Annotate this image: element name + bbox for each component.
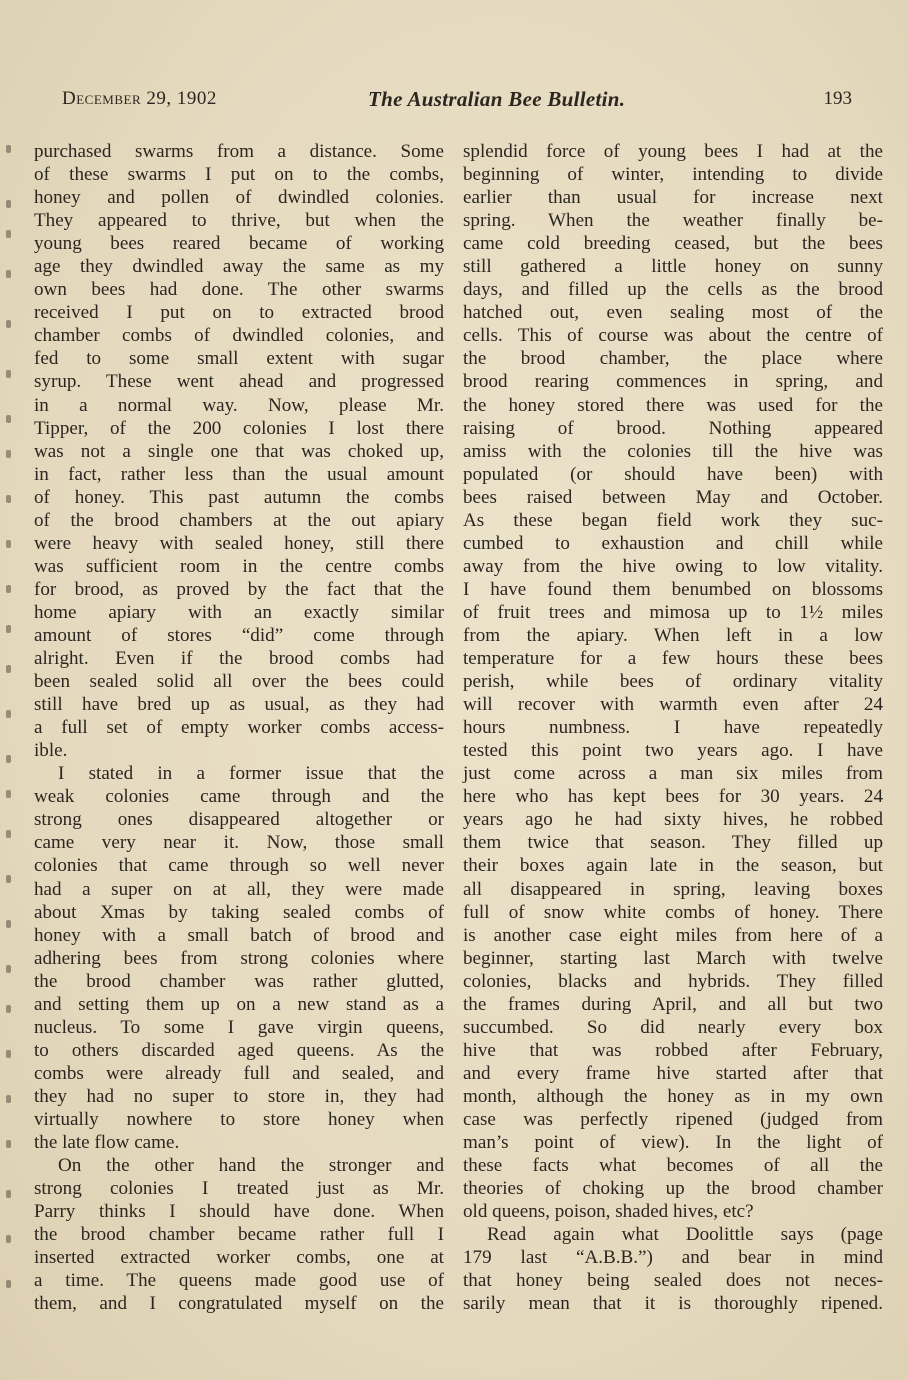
text-line: perish, while bees of ordinary vitality bbox=[463, 671, 883, 693]
text-line: case was perfectly ripened (judged from bbox=[463, 1108, 883, 1130]
text-line: sarily mean that it is thoroughly ripened. bbox=[463, 1293, 883, 1315]
text-line: strong ones disappeared altogether or bbox=[34, 809, 444, 831]
text-line: of fruit trees and mimosa up to 1½ miles bbox=[463, 601, 883, 623]
text-line: bees raised between May and October. bbox=[463, 486, 883, 508]
text-line: virtually nowhere to store honey when bbox=[34, 1108, 444, 1130]
text-line: them twice that season. They filled up bbox=[463, 832, 883, 854]
text-line: Parry thinks I should have done. When bbox=[34, 1201, 444, 1223]
text-line: to others discarded aged queens. As the bbox=[34, 1039, 444, 1061]
text-line: ible. bbox=[34, 740, 68, 762]
text-line: young bees reared became of working bbox=[34, 233, 444, 255]
left-text-column bbox=[34, 140, 444, 1315]
text-line: received I put on to extracted brood bbox=[34, 302, 444, 324]
margin-mark bbox=[6, 665, 11, 673]
margin-mark bbox=[6, 1005, 11, 1013]
margin-mark bbox=[6, 200, 11, 208]
text-line: beginning of winter, intending to divide bbox=[463, 164, 883, 186]
text-line: syrup. These went ahead and progressed bbox=[34, 371, 444, 393]
text-line: raising of brood. Nothing appeared bbox=[463, 417, 883, 439]
margin-mark bbox=[6, 585, 11, 593]
text-line: still gathered a little honey on sunny bbox=[463, 256, 883, 278]
text-line: cells. This of course was about the centre of bbox=[463, 325, 883, 347]
text-line: will recover with warmth even after 24 bbox=[463, 694, 883, 716]
text-line: nucleus. To some I gave virgin queens, bbox=[34, 1016, 444, 1038]
text-line: the honey stored there was used for the bbox=[463, 394, 883, 416]
text-line: their boxes again late in the season, but bbox=[463, 855, 883, 877]
text-line: days, and filled up the cells as the brood bbox=[463, 279, 883, 301]
text-line: temperature for a few hours these bees bbox=[463, 648, 883, 670]
text-line: colonies that came through so well never bbox=[34, 855, 444, 877]
text-line: age they dwindled away the same as my bbox=[34, 256, 444, 278]
text-line: the brood chamber became rather full I bbox=[34, 1224, 444, 1246]
margin-mark bbox=[6, 370, 11, 378]
text-line: Read again what Doolittle says (page bbox=[487, 1224, 883, 1246]
page-number: 193 bbox=[823, 88, 852, 109]
text-line: spring. When the weather finally be- bbox=[463, 210, 883, 232]
text-line: them, and I congratulated myself on the bbox=[34, 1293, 444, 1315]
margin-mark bbox=[6, 540, 11, 548]
text-line: the brood chamber, the place where bbox=[463, 348, 883, 370]
text-line: cumbed to exhaustion and chill while bbox=[463, 532, 883, 554]
margin-mark bbox=[6, 145, 11, 153]
text-line: amiss with the colonies till the hive was bbox=[463, 440, 883, 462]
text-line: been sealed solid all over the bees could bbox=[34, 671, 444, 693]
text-line: of these swarms I put on to the combs, bbox=[34, 164, 444, 186]
margin-mark bbox=[6, 790, 11, 798]
text-line: that honey being sealed does not neces- bbox=[463, 1270, 883, 1292]
text-line: honey and pollen of dwindled colonies. bbox=[34, 187, 444, 209]
text-line: hive that was robbed after February, bbox=[463, 1039, 883, 1061]
margin-mark bbox=[6, 1280, 11, 1288]
text-line: I have found them benumbed on blossoms bbox=[463, 578, 883, 600]
text-line: was not a single one that was choked up, bbox=[34, 440, 444, 462]
text-line: populated (or should have been) with bbox=[463, 463, 883, 485]
margin-mark bbox=[6, 450, 11, 458]
text-line: succumbed. So did nearly every box bbox=[463, 1016, 883, 1038]
text-line: hours numbness. I have repeatedly bbox=[463, 717, 883, 739]
text-line: in a normal way. Now, please Mr. bbox=[34, 394, 444, 416]
text-line: earlier than usual for increase next bbox=[463, 187, 883, 209]
text-line: As these began field work they suc- bbox=[463, 509, 883, 531]
text-line: combs were already full and sealed, and bbox=[34, 1062, 444, 1084]
text-line: chamber combs of dwindled colonies, and bbox=[34, 325, 444, 347]
text-line: came very near it. Now, those small bbox=[34, 832, 444, 854]
text-line: years ago he had sixty hives, he robbed bbox=[463, 809, 883, 831]
text-line: amount of stores “did” come through bbox=[34, 624, 444, 646]
margin-mark bbox=[6, 320, 11, 328]
text-line: all disappeared in spring, leaving boxes bbox=[463, 878, 883, 900]
margin-mark bbox=[6, 1190, 11, 1198]
text-line: colonies, blacks and hybrids. They filled bbox=[463, 970, 883, 992]
text-line: brood rearing commences in spring, and bbox=[463, 371, 883, 393]
text-line: and every frame hive started after that bbox=[463, 1062, 883, 1084]
margin-mark bbox=[6, 270, 11, 278]
text-line: here who has kept bees for 30 years. 24 bbox=[463, 786, 883, 808]
text-line: for brood, as proved by the fact that the bbox=[34, 578, 444, 600]
text-line: I stated in a former issue that the bbox=[58, 763, 444, 785]
text-line: a full set of empty worker combs access- bbox=[34, 717, 444, 739]
text-line: is another case eight miles from here of a bbox=[463, 924, 883, 946]
text-line: from the apiary. When left in a low bbox=[463, 624, 883, 646]
text-line: Tipper, of the 200 colonies I lost there bbox=[34, 417, 444, 439]
text-line: they had no super to store in, they had bbox=[34, 1085, 444, 1107]
margin-mark bbox=[6, 830, 11, 838]
text-line: and setting them up on a new stand as a bbox=[34, 993, 444, 1015]
text-line: own bees had done. The other swarms bbox=[34, 279, 444, 301]
text-line: home apiary with an exactly similar bbox=[34, 601, 444, 623]
text-line: of honey. This past autumn the combs bbox=[34, 486, 444, 508]
margin-mark bbox=[6, 920, 11, 928]
margin-mark bbox=[6, 875, 11, 883]
text-line: honey with a small batch of brood and bbox=[34, 924, 444, 946]
text-line: these facts what becomes of all the bbox=[463, 1155, 883, 1177]
text-line: full of snow white combs of honey. There bbox=[463, 901, 883, 923]
text-line: alright. Even if the brood combs had bbox=[34, 648, 444, 670]
margin-mark bbox=[6, 965, 11, 973]
text-line: theories of choking up the brood chamber bbox=[463, 1178, 883, 1200]
text-line: the frames during April, and all but two bbox=[463, 993, 883, 1015]
margin-mark bbox=[6, 1050, 11, 1058]
text-line: fed to some small extent with sugar bbox=[34, 348, 444, 370]
text-line: just come across a man six miles from bbox=[463, 763, 883, 785]
text-line: the brood chamber was rather glutted, bbox=[34, 970, 444, 992]
text-line: was sufficient room in the centre combs bbox=[34, 555, 444, 577]
margin-mark bbox=[6, 755, 11, 763]
binding-margin-marks bbox=[0, 40, 24, 1340]
text-line: came cold breeding ceased, but the bees bbox=[463, 233, 883, 255]
text-line: strong colonies I treated just as Mr. bbox=[34, 1178, 444, 1200]
text-line: man’s point of view). In the light of bbox=[463, 1132, 883, 1154]
text-line: the late flow came. bbox=[34, 1132, 180, 1154]
text-line: hatched out, even sealing most of the bbox=[463, 302, 883, 324]
text-line: away from the hive owing to low vitality. bbox=[463, 555, 883, 577]
right-text-column bbox=[463, 140, 883, 1315]
text-line: still have bred up as usual, as they had bbox=[34, 694, 444, 716]
margin-mark bbox=[6, 1095, 11, 1103]
margin-mark bbox=[6, 1235, 11, 1243]
text-line: weak colonies came through and the bbox=[34, 786, 444, 808]
text-line: were heavy with sealed honey, still there bbox=[34, 532, 444, 554]
text-line: had a super on at all, they were made bbox=[34, 878, 444, 900]
margin-mark bbox=[6, 710, 11, 718]
margin-mark bbox=[6, 415, 11, 423]
text-line: in fact, rather less than the usual amount bbox=[34, 463, 444, 485]
margin-mark bbox=[6, 495, 11, 503]
text-line: purchased swarms from a distance. Some bbox=[34, 141, 444, 162]
text-line: a time. The queens made good use of bbox=[34, 1270, 444, 1292]
margin-mark bbox=[6, 625, 11, 633]
text-line: month, although the honey as in my own bbox=[463, 1085, 883, 1107]
text-line: about Xmas by taking sealed combs of bbox=[34, 901, 444, 923]
text-line: inserted extracted worker combs, one at bbox=[34, 1247, 444, 1269]
text-line: beginner, starting last March with twelve bbox=[463, 947, 883, 969]
text-line: adhering bees from strong colonies where bbox=[34, 947, 444, 969]
text-line: 179 last “A.B.B.”) and bear in mind bbox=[463, 1247, 883, 1269]
text-line: On the other hand the stronger and bbox=[58, 1155, 444, 1177]
text-line: old queens, poison, shaded hives, etc? bbox=[463, 1201, 754, 1223]
margin-mark bbox=[6, 230, 11, 238]
text-line: of the brood chambers at the out apiary bbox=[34, 509, 444, 531]
margin-mark bbox=[6, 1140, 11, 1148]
text-line: They appeared to thrive, but when the bbox=[34, 210, 444, 232]
text-line: tested this point two years ago. I have bbox=[463, 740, 883, 762]
text-line: splendid force of young bees I had at the bbox=[463, 141, 883, 162]
header-date: December 29, 1902 bbox=[62, 88, 217, 109]
running-header bbox=[62, 88, 852, 118]
journal-title: The Australian Bee Bulletin. bbox=[368, 87, 626, 111]
